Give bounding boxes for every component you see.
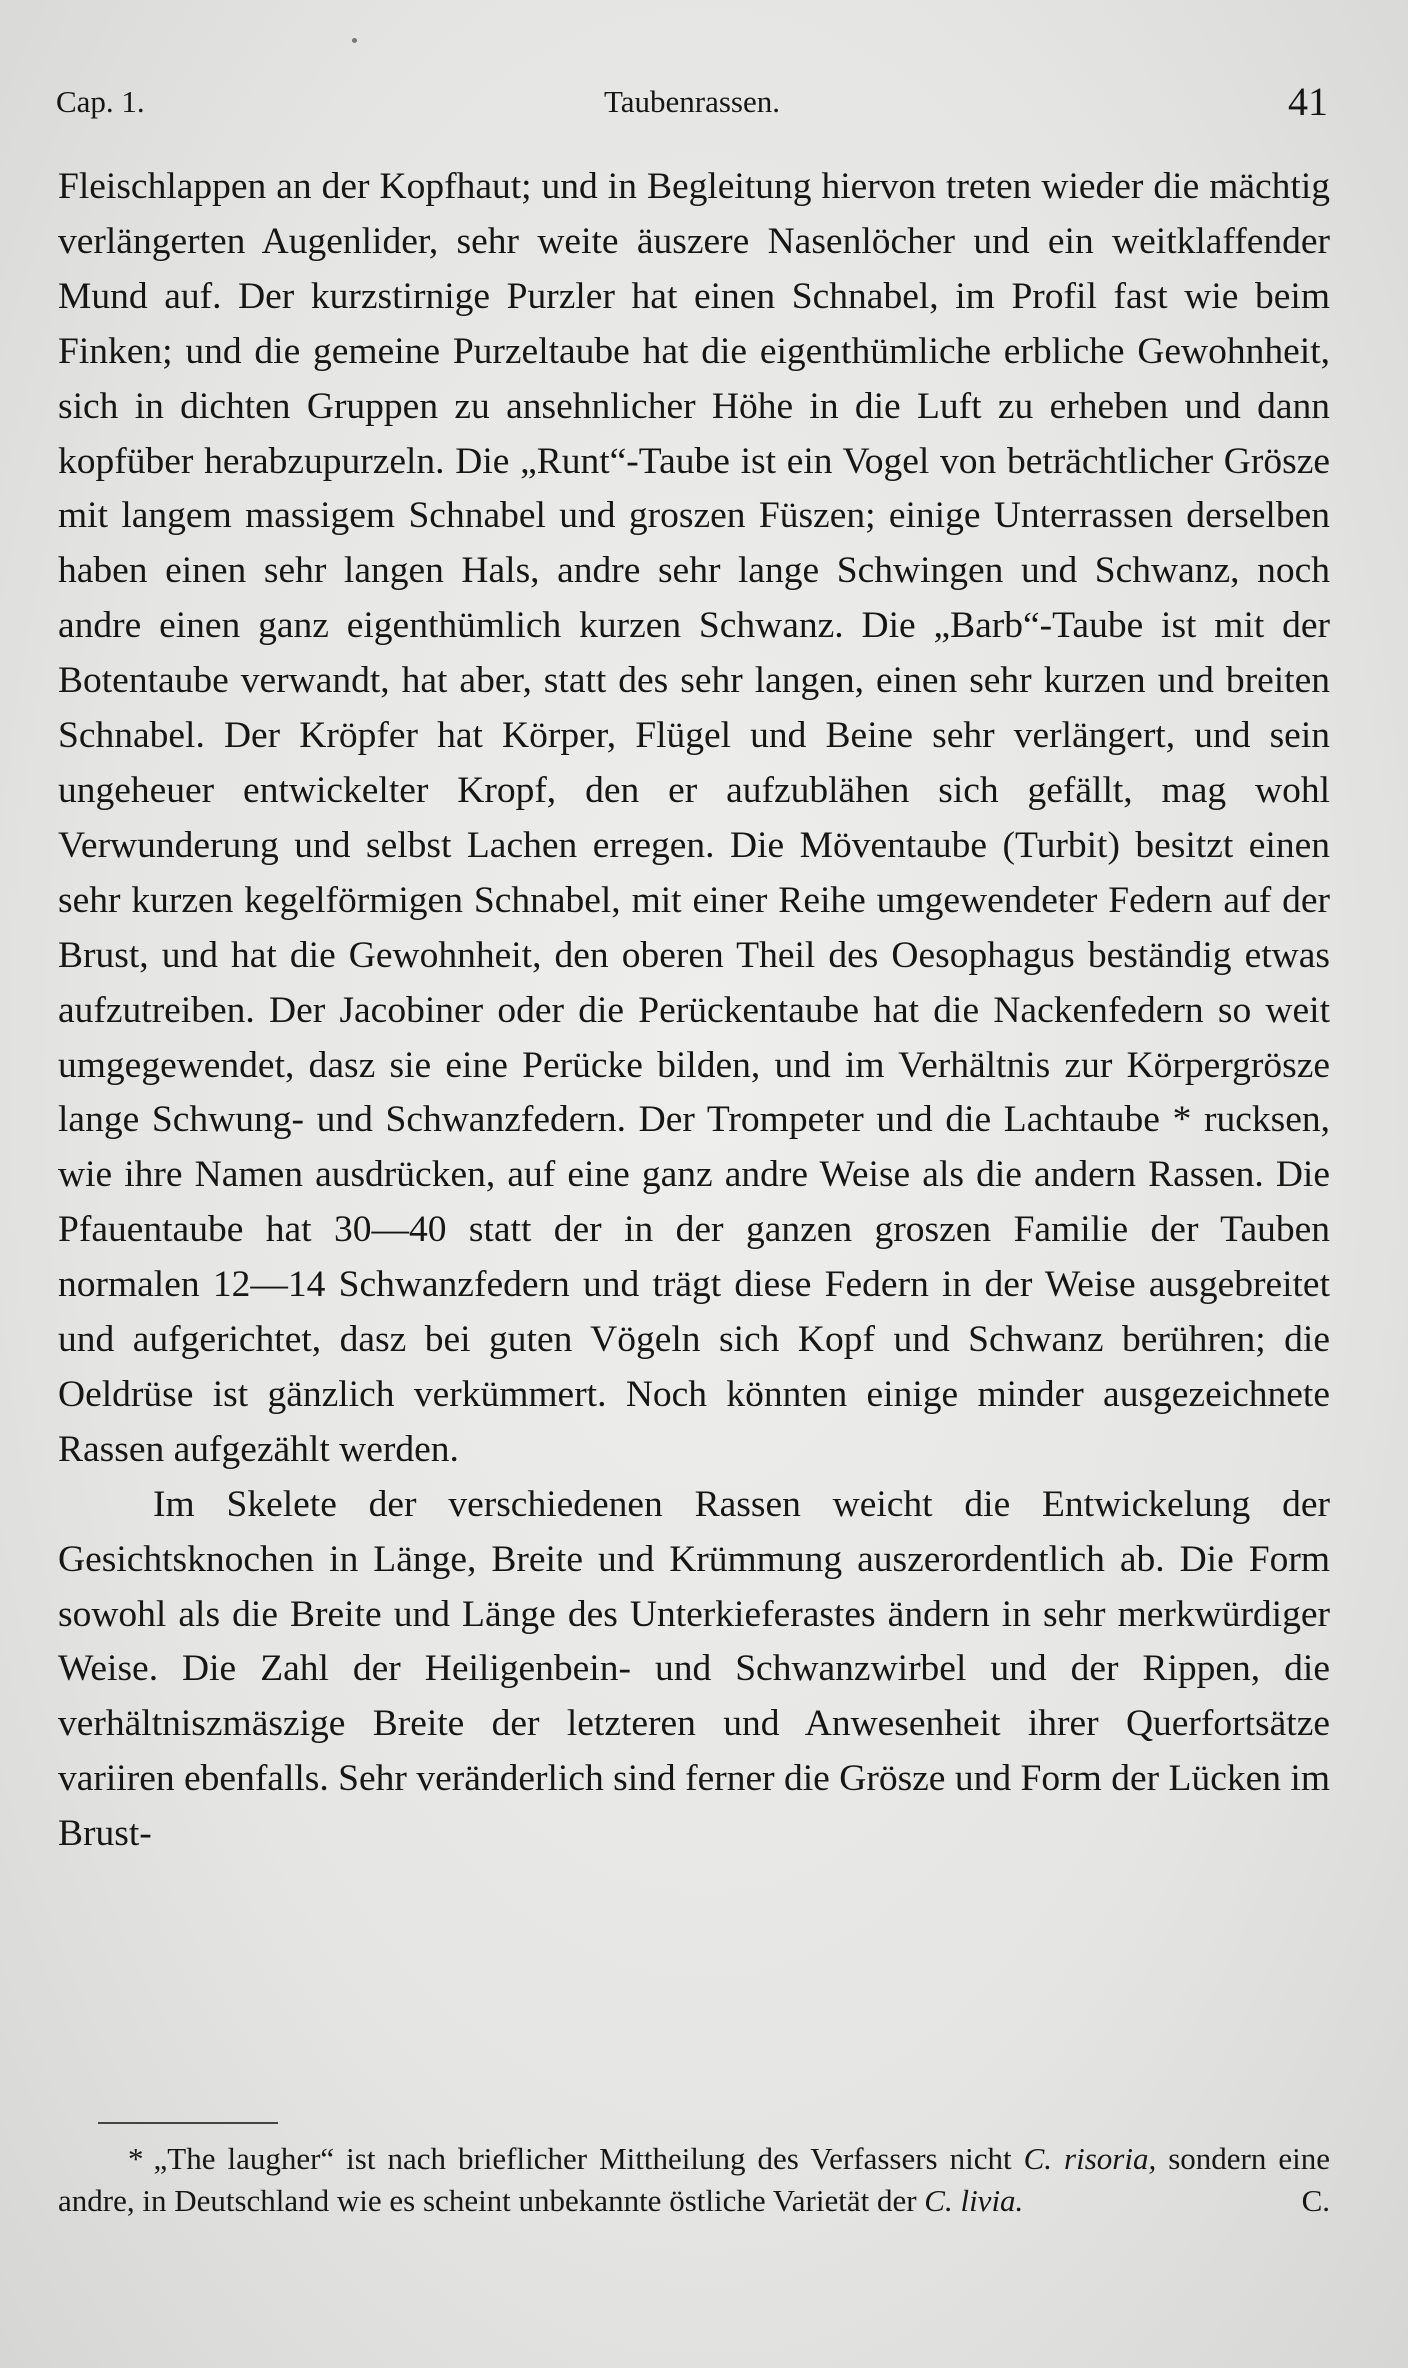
running-title: Taubenrassen. [603,84,780,119]
footnote-species-2: C. livia. [924,2183,1024,2218]
page-number: 41 [1288,79,1328,124]
paragraph-1: Fleischlappen an der Kopfhaut; und in Begleitung hiervon treten wieder die mächtig verlängerten Augenlider, sehr weite äuszere Nasenlöcher und ein weitklaffender Mund auf. Der kurzstirnige Purzler hat einen Schnabel, im Profil fast wie beim Finken; und die gemeine Purzeltaube hat die eigenthümliche erbliche Gewohnheit, sich in dichten Gruppen zu ansehnlicher Höhe in die Luft zu erheben und dann kopfüber herabzupurzeln. Die „Runt“-Taube ist ein Vogel von beträchtlicher Grösze mit langem massigem Schnabel und groszen Füszen; einige Unterrassen derselben haben einen sehr langen Hals, andre sehr lange Schwingen und Schwanz, noch andre einen ganz eigenthümlich kurzen Schwanz. Die „Barb“-Taube ist mit der Botentaube verwandt, hat aber, statt des sehr langen, einen sehr kurzen und breiten Schnabel. Der Kröpfer hat Körper, Flügel und Beine sehr verlängert, und sein ungeheuer entwickelter Kropf, den er aufzublähen sich gefällt, mag wohl Verwunderung und selbst Lachen erregen. Die Möventaube (Turbit) besitzt einen sehr kurzen kegelförmigen Schnabel, mit einer Reihe umgewendeter Federn auf der Brust, und hat die Gewohnheit, den oberen Theil des Oesophagus beständig etwas aufzutreiben. Der Jacobiner oder die Perückentaube hat die Nackenfedern so weit umgegewendet, dasz sie eine Perücke bilden, und im Verhältnis zur Körpergrösze lange Schwung- und Schwanzfedern. Der Trompeter und die Lachtaube * rucksen, wie ihre Namen ausdrücken, auf eine ganz andre Weise als die andern Rassen. Die Pfauentaube hat 30—40 statt der in der ganzen groszen Familie der Tauben normalen 12—14 Schwanzfedern und trägt diese Federn in der Weise ausgebreitet und aufgerichtet, dasz bei guten Vögeln sich Kopf und Schwanz berühren; die Oeldrüse ist gänzlich verkümmert. Noch könnten einige minder ausgezeichnete Rassen aufgezählt werden. [58,166,1330,1470]
footnote-rule [98,2122,278,2124]
paragraph-2: Im Skelete der verschiedenen Rassen weicht die Entwickelung der Gesichtsknochen in Länge, Breite und Krümmung auszerordentlich ab. Die Form sowohl als die Breite und Länge des Unterkieferastes ändern in sehr merkwürdiger Weise. Die Zahl der Heiligenbein- und Schwanzwirbel und der Rippen, die verhältniszmäszige Breite der letzteren und Anwesenheit ihrer Querfortsätze variiren ebenfalls. Sehr veränderlich sind ferner die Grösze und Form der Lücken im Brust- [58,1483,1330,1855]
footnote-signature: C. [1301,2183,1330,2218]
footnote-text-2: sondern eine andre, in Deutschland wie es scheint unbekannte östliche Varietät der [58,2141,1330,2218]
footnote [58,2138,1330,2222]
running-header [56,78,1328,128]
print-speck [352,38,357,43]
footnote-text-1: „The laugher“ ist nach brieflicher Mittheilung des Verfassers nicht [153,2141,1024,2176]
chapter-label: Cap. 1. [56,84,145,119]
footnote-mark: * [128,2141,144,2176]
footnote-species-1: C. risoria, [1023,2141,1157,2176]
main-text [58,160,1330,1862]
